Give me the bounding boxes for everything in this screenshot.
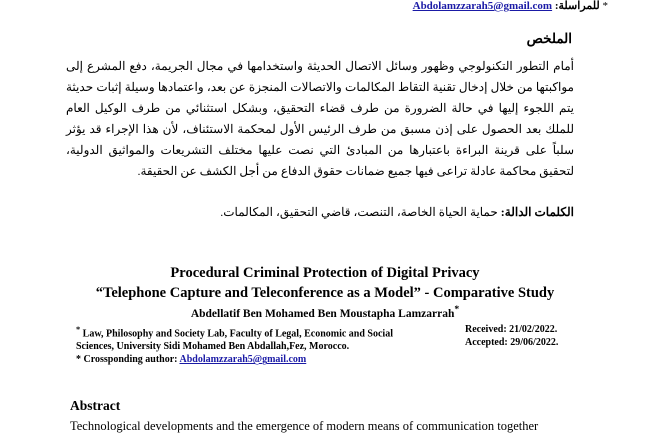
author-marker: * — [454, 304, 460, 315]
english-title-line-2: “Telephone Capture and Teleconference as a Model” - Comparative Study — [95, 285, 555, 301]
arabic-keywords — [220, 204, 574, 220]
arabic-abstract-heading: الملخص — [526, 31, 572, 46]
arabic-keywords-label: الكلمات الدالة: — [500, 205, 574, 219]
arabic-abstract-body: أمام التطور التكنولوجي وظهور وسائل الاتصال الحديثة واستخدامها في مجال الجريمة، دفع المشرع إلى مواكبتها من خلال إدخال تقنية التقاط المكالمات والاتصالات المنجزة عن بعد، واعتمادها وسيلة إثبات حديثة يتم اللجوء إليها في حالة الضرورة من طرف قضاء التحقيق، وبشكل استثنائي من طرف الوكيل العام للملك بعد الحصول على إذن مسبق من طرف الرئيس الأول لمحكمة الاستئناف، لأن هذا الإجراء قد يؤثر سلباً على قرينة البراءة باعتبارها من المبادئ التي نصت عليها مختلف التشريعات والمواثيق الدولية، لتحقيق محاكمة عادلة تراعى فيها جميع ضمانات حقوق الدفاع من أجل الكشف عن الحقيقة. — [66, 59, 575, 178]
arabic-keywords-value: حماية الحياة الخاصة، التنصت، قاضي التحقيق، المكالمات. — [220, 205, 498, 219]
correspondence-email-link-ar[interactable]: Abdolamzzarah5@gmail.com — [412, 0, 553, 12]
english-abstract-heading: Abstract — [70, 398, 121, 413]
correspondence-star: * — [602, 0, 608, 12]
accepted-date: Accepted: 29/06/2022. — [465, 337, 559, 348]
received-date: Received: 21/02/2022. — [465, 324, 558, 335]
english-title — [0, 263, 650, 303]
affiliation-line-2: Sciences, University Sidi Mohamed Ben Abdallah,Fez, Morocco. — [76, 341, 350, 353]
affiliation-block — [76, 323, 430, 366]
affiliation-text-1: Law, Philosophy and Society Lab, Faculty of Legal, Economic and Social — [82, 328, 393, 340]
english-title-line-1: Procedural Criminal Protection of Digital Privacy — [170, 265, 480, 281]
corresponding-author-email-link[interactable]: Abdolamzzarah5@gmail.com — [179, 354, 307, 366]
author-line — [0, 303, 650, 321]
dates-block — [465, 323, 605, 349]
arabic-correspondence-line — [413, 0, 608, 13]
corresponding-author-line — [76, 353, 430, 366]
correspondence-label-ar: للمراسلة: — [554, 0, 600, 12]
english-abstract-body: Technological developments and the emergence of modern means of communication together — [70, 419, 539, 433]
affiliation-line-1 — [76, 323, 430, 340]
author-name: Abdellatif Ben Mohamed Ben Moustapha Lamzarrah — [190, 307, 455, 320]
corresponding-author-label: * Crossponding author: — [76, 354, 178, 366]
affiliation-marker: * — [76, 325, 81, 334]
